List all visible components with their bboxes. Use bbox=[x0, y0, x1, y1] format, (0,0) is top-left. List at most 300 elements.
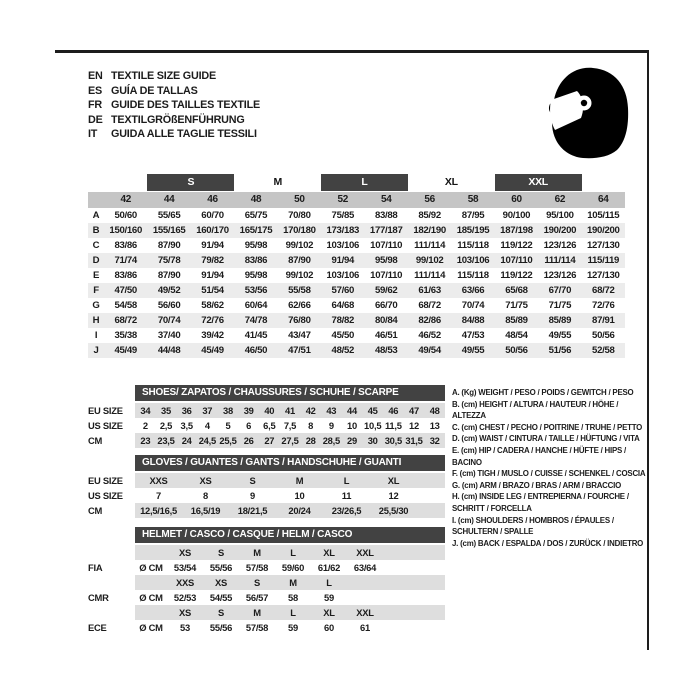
shoes-value-cell: 42 bbox=[305, 405, 316, 416]
measurement-cell: 99/102 bbox=[285, 240, 314, 251]
helmet-section-header: HELMET / CASCO / CASQUE / HELM / CASCO bbox=[135, 527, 445, 543]
measurement-cell: 39/42 bbox=[201, 330, 224, 341]
measurement-cell: 35/38 bbox=[114, 330, 137, 341]
measurement-cell: 37/40 bbox=[157, 330, 181, 341]
gloves-row-label: CM bbox=[88, 505, 103, 516]
measurement-cell: 74/78 bbox=[234, 313, 277, 328]
helmet-standard-label: FIA bbox=[88, 562, 103, 573]
helmet-standard-label: CMR bbox=[88, 592, 109, 603]
shoes-row-cells bbox=[135, 418, 445, 433]
gloves-value-cell: XL bbox=[387, 475, 400, 486]
measurement-cell: 190/200 bbox=[582, 223, 625, 238]
measurement-cell: 107/110 bbox=[370, 240, 403, 251]
measurement-cell: 45/50 bbox=[331, 330, 355, 341]
helmet-value-cell: 59/60 bbox=[281, 562, 305, 573]
helmet-size-label: XL bbox=[323, 547, 335, 558]
helmet-size-label: S bbox=[253, 577, 260, 588]
measurement-cell: 50/56 bbox=[592, 330, 615, 341]
shoes-value-cell: 8 bbox=[308, 420, 314, 431]
shoes-value-cell: 28,5 bbox=[322, 435, 340, 446]
measurement-cell: 177/187 bbox=[365, 223, 408, 238]
legend-item: C. (cm) CHEST / PECHO / POITRINE / TRUHE / PETTO bbox=[452, 422, 643, 432]
measurement-cell: 150/160 bbox=[104, 223, 147, 238]
measurement-cell: 58/62 bbox=[201, 300, 224, 311]
shoes-size-table bbox=[88, 385, 445, 448]
shoes-row bbox=[88, 403, 445, 418]
size-label: 64 bbox=[582, 192, 625, 208]
helmet-unit-spacer bbox=[135, 575, 167, 590]
legend-item: D. (cm) WAIST / CINTURA / TAILLE / HÜFTUNG / VITA bbox=[452, 434, 640, 444]
measurement-cell: 87/90 bbox=[157, 270, 181, 281]
gloves-value-cell: 16,5/19 bbox=[190, 505, 221, 516]
shoes-row-label: CM bbox=[88, 435, 103, 446]
helmet-size-label: XXS bbox=[175, 577, 194, 588]
measurement-cell: 45/49 bbox=[104, 343, 147, 358]
helmet-value-cell: 58 bbox=[288, 592, 298, 603]
gloves-value-cell: 8 bbox=[203, 490, 208, 501]
measurement-cell: 90/100 bbox=[502, 210, 531, 221]
shoes-row-cells bbox=[135, 433, 445, 448]
measurement-cell: 68/72 bbox=[104, 313, 147, 328]
gloves-row bbox=[88, 473, 445, 488]
measurement-cell: 56/60 bbox=[157, 300, 181, 311]
language-code: DE bbox=[88, 113, 103, 126]
language-code: ES bbox=[88, 84, 103, 97]
helmet-value-cell: 52/53 bbox=[173, 592, 197, 603]
measurement-cell: 71/75 bbox=[548, 300, 572, 311]
row-letter: J bbox=[88, 343, 104, 358]
measurement-cell: 182/190 bbox=[408, 223, 451, 238]
helmet-value-cells bbox=[135, 560, 445, 575]
size-group-band bbox=[582, 174, 625, 191]
measurement-cell: 79/82 bbox=[191, 253, 234, 268]
size-label: 62 bbox=[538, 192, 581, 208]
shoes-value-cell: 31,5 bbox=[405, 435, 423, 446]
size-label: 44 bbox=[147, 192, 190, 208]
helmet-size-label: L bbox=[290, 547, 296, 558]
measurement-cell: 49/54 bbox=[408, 343, 451, 358]
measurement-cell: 44/48 bbox=[147, 343, 190, 358]
helmet-size-band-row bbox=[88, 545, 445, 560]
measurement-cell: 99/102 bbox=[285, 270, 314, 281]
measurement-cell: 99/102 bbox=[408, 253, 451, 268]
shoes-value-cell: 2,5 bbox=[159, 420, 173, 431]
gloves-rows bbox=[88, 473, 445, 518]
measurement-cell: 123/126 bbox=[543, 270, 577, 281]
shoes-value-cell: 37 bbox=[202, 405, 213, 416]
measurement-cell: 87/91 bbox=[582, 313, 625, 328]
helmet-size-band-cells bbox=[135, 575, 445, 590]
legend-item: A. (Kg) WEIGHT / PESO / POIDS / GEWITCH / PESO bbox=[452, 388, 634, 397]
helmet-standard-label: ECE bbox=[88, 622, 107, 633]
language-title: TEXTILE SIZE GUIDE bbox=[111, 70, 216, 82]
measurement-cell: 103/106 bbox=[326, 270, 360, 281]
measurement-cell: 46/50 bbox=[234, 343, 277, 358]
shoes-value-cell: 30 bbox=[367, 435, 378, 446]
measurement-cell: 48/54 bbox=[505, 330, 528, 341]
helmet-size-band-cells bbox=[135, 605, 445, 620]
helmet-size-label: L bbox=[326, 577, 332, 588]
shoes-value-cell: 36 bbox=[181, 405, 192, 416]
helmet-size-label: XL bbox=[323, 607, 335, 618]
size-label: 58 bbox=[451, 192, 494, 208]
helmet-value-cell: 57/58 bbox=[245, 562, 269, 573]
measurement-cell: 71/75 bbox=[505, 300, 528, 311]
language-row bbox=[88, 127, 260, 142]
shoes-value-cell: 27,5 bbox=[281, 435, 299, 446]
measurement-cell: 91/94 bbox=[201, 270, 224, 281]
measurement-cell: 115/119 bbox=[582, 253, 625, 268]
language-row bbox=[88, 69, 260, 84]
measurement-cell: 68/72 bbox=[418, 300, 441, 311]
measurement-cell: 82/86 bbox=[408, 313, 451, 328]
helmet-value-cell: 61/62 bbox=[317, 562, 341, 573]
helmet-size-label: S bbox=[217, 547, 224, 558]
shoes-value-cell: 7,5 bbox=[283, 420, 297, 431]
measurement-cell: 160/170 bbox=[191, 223, 234, 238]
measurement-legend bbox=[452, 387, 652, 549]
shoes-value-cell: 6,5 bbox=[263, 420, 276, 431]
size-group-band: L bbox=[321, 174, 408, 191]
gloves-value-cell: XS bbox=[199, 475, 212, 486]
row-letter: G bbox=[92, 300, 100, 311]
size-group-band: XXL bbox=[495, 174, 582, 191]
row-letter: I bbox=[94, 330, 98, 341]
helmet-unit-spacer bbox=[135, 605, 167, 620]
language-row bbox=[88, 113, 260, 128]
measurement-cell: 80/84 bbox=[365, 313, 408, 328]
gloves-value-cell: 11 bbox=[341, 490, 352, 501]
helmet-unit-label: Ø CM bbox=[139, 592, 163, 603]
measurement-cell: 95/100 bbox=[546, 210, 574, 221]
measurement-cell: 55/58 bbox=[278, 283, 321, 298]
measurement-cell: 60/70 bbox=[201, 210, 224, 221]
measurement-cell: 61/63 bbox=[408, 283, 451, 298]
measurement-cell: 87/90 bbox=[278, 253, 321, 268]
row-letter: C bbox=[92, 240, 100, 251]
helmet-value-cell: 53/54 bbox=[173, 562, 197, 573]
helmet-value-cell: 53 bbox=[180, 622, 190, 633]
gloves-size-table bbox=[88, 455, 445, 518]
gloves-row-cells bbox=[135, 503, 445, 518]
racing-helmet-icon bbox=[543, 66, 631, 160]
gloves-value-cell: 23/26,5 bbox=[331, 505, 362, 516]
frame-right-border bbox=[647, 50, 649, 650]
measurement-cell: 87/95 bbox=[461, 210, 485, 221]
shoes-value-cell: 28 bbox=[305, 435, 316, 446]
helmet-size-label: S bbox=[217, 607, 224, 618]
shoes-value-cell: 4 bbox=[204, 420, 210, 431]
helmet-value-cell: 55/56 bbox=[209, 622, 233, 633]
helmet-size-label: XXL bbox=[356, 607, 374, 618]
size-label: 52 bbox=[321, 192, 364, 208]
measurement-cell: 41/45 bbox=[244, 330, 268, 341]
helmet-value-cell: 54/55 bbox=[209, 592, 233, 603]
measurement-cell: 51/56 bbox=[538, 343, 581, 358]
measurement-cell: 185/195 bbox=[451, 223, 494, 238]
measurement-cell: 48/53 bbox=[365, 343, 408, 358]
measurement-cell: 103/106 bbox=[451, 253, 494, 268]
helmet-size-band-cells bbox=[135, 545, 445, 560]
language-title: GUIDA ALLE TAGLIE TESSILI bbox=[111, 128, 257, 141]
size-group-band: XL bbox=[444, 176, 458, 188]
measurement-cell: 60/64 bbox=[244, 300, 268, 311]
helmet-rows bbox=[88, 545, 445, 635]
helmet-size-table bbox=[88, 527, 445, 635]
frame-top-border bbox=[55, 50, 649, 53]
measurement-cell: 123/126 bbox=[543, 240, 577, 251]
measurement-cell: 72/76 bbox=[191, 313, 234, 328]
shoes-value-cell: 26 bbox=[243, 435, 254, 446]
legend-item: E. (cm) HIP / CADERA / HANCHE / HÜFTE / HIPS / BACINO bbox=[452, 445, 627, 467]
measurement-cell: 50/60 bbox=[114, 210, 137, 221]
helmet-value-cells bbox=[135, 620, 445, 635]
shoes-row-label: EU SIZE bbox=[88, 405, 123, 416]
measurement-cell: 75/78 bbox=[147, 253, 190, 268]
language-title-list bbox=[88, 69, 260, 142]
gloves-row-cells bbox=[135, 473, 445, 488]
helmet-unit-spacer bbox=[135, 545, 167, 560]
helmet-value-row bbox=[88, 590, 445, 605]
measurement-cell: 78/82 bbox=[321, 313, 364, 328]
measurement-cell: 95/98 bbox=[244, 240, 268, 251]
measurement-cell: 127/130 bbox=[586, 270, 620, 281]
helmet-size-label: XS bbox=[178, 607, 191, 618]
legend-item: G. (cm) ARM / BRAZO / BRAS / ARM / BRACCIO bbox=[452, 480, 622, 490]
measurement-cell: 173/183 bbox=[321, 223, 364, 238]
row-letter: B bbox=[88, 223, 104, 238]
measurement-cell: 64/68 bbox=[331, 300, 355, 311]
shoes-value-cell: 6 bbox=[246, 420, 252, 431]
measurement-cell: 95/98 bbox=[365, 253, 408, 268]
shoes-value-cell: 34 bbox=[140, 405, 151, 416]
measurement-cell: 105/115 bbox=[587, 210, 620, 221]
gloves-row-label: US SIZE bbox=[88, 490, 123, 501]
language-row bbox=[88, 98, 260, 113]
measurement-cell: 67/70 bbox=[538, 283, 581, 298]
helmet-value-row bbox=[88, 560, 445, 575]
measurement-cell: 76/80 bbox=[278, 313, 321, 328]
measurement-cell: 83/86 bbox=[114, 270, 137, 281]
row-letter: E bbox=[92, 270, 100, 281]
measurement-cell: 103/106 bbox=[326, 240, 360, 251]
shoes-value-cell: 40 bbox=[264, 405, 275, 416]
helmet-value-cell: 56/57 bbox=[245, 592, 269, 603]
measurement-cell: 53/56 bbox=[234, 283, 277, 298]
legend-item: B. (cm) HEIGHT / ALTURA / HAUTEUR / HÖHE / ALTEZZA bbox=[452, 399, 619, 421]
shoes-value-cell: 27 bbox=[264, 435, 275, 446]
helmet-row-label-spacer bbox=[88, 575, 135, 590]
measurement-cell: 65/68 bbox=[495, 283, 538, 298]
measurement-cell: 83/86 bbox=[234, 253, 277, 268]
size-row-spacer bbox=[88, 192, 104, 208]
shoes-value-cell: 47 bbox=[409, 405, 419, 416]
size-label: 42 bbox=[104, 192, 147, 208]
measurement-cell: 95/98 bbox=[244, 270, 268, 281]
measurement-cell: 46/51 bbox=[374, 330, 398, 341]
size-group-band: M bbox=[273, 176, 282, 188]
legend-item: H. (cm) INSIDE LEG / ENTREPIERNA / FOURCHE / SCHRITT / FORCELLA bbox=[452, 492, 629, 513]
shoes-value-cell: 32 bbox=[429, 435, 440, 446]
shoes-value-cell: 11,5 bbox=[384, 420, 402, 431]
language-code: FR bbox=[88, 99, 102, 112]
measurement-cell: 52/58 bbox=[582, 343, 625, 358]
measurement-cell: 45/49 bbox=[191, 343, 234, 358]
shoes-value-cell: 2 bbox=[142, 420, 148, 431]
measurement-cell: 57/60 bbox=[321, 283, 364, 298]
shoes-value-cell: 44 bbox=[347, 405, 357, 416]
helmet-size-label: M bbox=[289, 577, 297, 588]
legend-item: J. (cm) BACK / ESPALDA / DOS / ZURÜCK / INDIETRO bbox=[452, 538, 644, 548]
helmet-value-cell: 59 bbox=[288, 622, 298, 633]
measurement-cell: 59/62 bbox=[365, 283, 408, 298]
shoes-value-cell: 9 bbox=[328, 420, 334, 431]
gloves-value-cell: 12,5/16,5 bbox=[140, 505, 177, 516]
shoes-value-cell: 35 bbox=[161, 405, 171, 416]
measurement-cell: 165/175 bbox=[234, 223, 277, 238]
measurement-cell: 47/51 bbox=[278, 343, 321, 358]
row-letter: F bbox=[88, 283, 104, 298]
shoes-value-cell: 10,5 bbox=[364, 420, 382, 431]
helmet-value-row bbox=[88, 620, 445, 635]
helmet-row-label-spacer bbox=[88, 605, 135, 620]
shoes-value-cell: 23,5 bbox=[157, 435, 175, 446]
measurement-cell: 54/58 bbox=[114, 300, 137, 311]
shoes-value-cell: 10 bbox=[347, 420, 357, 431]
measurement-cell: 87/90 bbox=[157, 240, 181, 251]
size-group-band: S bbox=[147, 174, 234, 191]
shoes-value-cell: 30,5 bbox=[384, 435, 402, 446]
gloves-section-header: GLOVES / GUANTES / GANTS / HANDSCHUHE / GUANTI bbox=[135, 455, 445, 471]
measurement-cell: 68/72 bbox=[582, 283, 625, 298]
helmet-size-label: XS bbox=[214, 577, 227, 588]
shoes-value-cell: 48 bbox=[429, 405, 440, 416]
helmet-value-cell: 59 bbox=[324, 592, 334, 603]
gloves-value-cell: M bbox=[295, 475, 304, 486]
shoes-value-cell: 25,5 bbox=[219, 435, 237, 446]
measurement-cell: 119/122 bbox=[500, 240, 533, 251]
measurement-cell: 49/55 bbox=[548, 330, 572, 341]
shoes-value-cell: 3,5 bbox=[180, 420, 193, 431]
shoes-value-cell: 23 bbox=[140, 435, 151, 446]
legend-item: I. (cm) SHOULDERS / HOMBROS / ÉPAULES / SCHULTERN / SPALLE bbox=[452, 515, 614, 537]
measurement-cell: 62/66 bbox=[288, 300, 311, 311]
shoes-row-cells bbox=[135, 403, 445, 418]
measurement-cell: 111/114 bbox=[538, 253, 581, 268]
measurement-cell: 47/50 bbox=[104, 283, 147, 298]
row-letter: A bbox=[92, 210, 100, 221]
helmet-size-band-row bbox=[88, 575, 445, 590]
measurement-cell: 187/198 bbox=[495, 223, 538, 238]
measurement-cell: 48/52 bbox=[321, 343, 364, 358]
measurement-cell: 71/74 bbox=[104, 253, 147, 268]
measurement-cell: 65/75 bbox=[244, 210, 268, 221]
shoes-value-cell: 39 bbox=[243, 405, 254, 416]
measurement-cell: 83/88 bbox=[374, 210, 398, 221]
helmet-size-label: XS bbox=[178, 547, 191, 558]
measurement-cell: 107/110 bbox=[495, 253, 538, 268]
shoes-row bbox=[88, 433, 445, 448]
language-code: IT bbox=[88, 128, 98, 141]
measurement-cell: 49/55 bbox=[451, 343, 494, 358]
size-label: 56 bbox=[408, 192, 451, 208]
shoes-rows bbox=[88, 403, 445, 448]
helmet-value-cell: 63/64 bbox=[353, 562, 377, 573]
measurement-cell: 91/94 bbox=[201, 240, 224, 251]
corner-spacer bbox=[88, 174, 104, 192]
language-title: GUÍA DE TALLAS bbox=[111, 84, 198, 97]
measurement-cell: 111/114 bbox=[414, 270, 446, 281]
measurement-cell: 115/118 bbox=[457, 240, 489, 251]
shoes-row bbox=[88, 418, 445, 433]
measurement-cell: 119/122 bbox=[500, 270, 533, 281]
gloves-value-cell: 12 bbox=[388, 490, 399, 501]
measurement-cell: 50/56 bbox=[495, 343, 538, 358]
helmet-size-label: XXL bbox=[356, 547, 374, 558]
measurement-cell: 111/114 bbox=[414, 240, 446, 251]
gloves-value-cell: 18/21,5 bbox=[237, 505, 268, 516]
helmet-value-cell: 61 bbox=[360, 622, 370, 633]
helmet-value-cell: 55/56 bbox=[209, 562, 233, 573]
measurement-cell: 127/130 bbox=[586, 240, 620, 251]
row-letter: D bbox=[88, 253, 104, 268]
measurement-cell: 63/66 bbox=[451, 283, 494, 298]
shoes-value-cell: 29 bbox=[347, 435, 357, 446]
shoes-value-cell: 13 bbox=[429, 420, 440, 431]
gloves-value-cell: L bbox=[343, 475, 350, 486]
measurement-cell: 83/86 bbox=[114, 240, 137, 251]
gloves-value-cell: XXS bbox=[149, 475, 168, 486]
size-label: 54 bbox=[365, 192, 408, 208]
measurement-cell: 43/47 bbox=[288, 330, 311, 341]
gloves-value-cell: 9 bbox=[250, 490, 255, 501]
language-title: GUIDE DES TAILLES TEXTILE bbox=[111, 99, 260, 112]
size-label: 46 bbox=[191, 192, 234, 208]
measurement-cell: 107/110 bbox=[370, 270, 403, 281]
measurement-cell: 51/54 bbox=[191, 283, 234, 298]
measurement-cell: 70/74 bbox=[461, 300, 485, 311]
shoes-value-cell: 5 bbox=[225, 420, 231, 431]
shoes-value-cell: 46 bbox=[388, 405, 399, 416]
helmet-value-cell: 57/58 bbox=[245, 622, 269, 633]
measurement-cell: 55/65 bbox=[157, 210, 181, 221]
gloves-value-cell: 20/24 bbox=[288, 505, 311, 516]
helmet-size-band-row bbox=[88, 605, 445, 620]
measurement-cell: 85/89 bbox=[538, 313, 581, 328]
measurement-cell: 72/76 bbox=[592, 300, 615, 311]
gloves-value-cell: 10 bbox=[294, 490, 305, 501]
helmet-row-label-spacer bbox=[88, 545, 135, 560]
gloves-row-label: EU SIZE bbox=[88, 475, 123, 486]
measurement-cell: 70/74 bbox=[147, 313, 190, 328]
gloves-value-cell: 7 bbox=[156, 490, 161, 501]
measurement-cell: 70/80 bbox=[288, 210, 311, 221]
row-letter: H bbox=[88, 313, 104, 328]
measurement-cell: 115/118 bbox=[457, 270, 489, 281]
size-label: 50 bbox=[278, 192, 321, 208]
gloves-row bbox=[88, 488, 445, 503]
shoes-value-cell: 24,5 bbox=[198, 435, 216, 446]
helmet-size-label: L bbox=[290, 607, 296, 618]
measurement-cell: 84/88 bbox=[451, 313, 494, 328]
shoes-value-cell: 38 bbox=[223, 405, 233, 416]
size-group-band bbox=[104, 174, 147, 191]
language-row bbox=[88, 84, 260, 99]
gloves-value-cell: S bbox=[249, 475, 256, 486]
measurement-cell: 66/70 bbox=[374, 300, 398, 311]
size-label: 48 bbox=[234, 192, 277, 208]
measurement-cell: 85/89 bbox=[495, 313, 538, 328]
